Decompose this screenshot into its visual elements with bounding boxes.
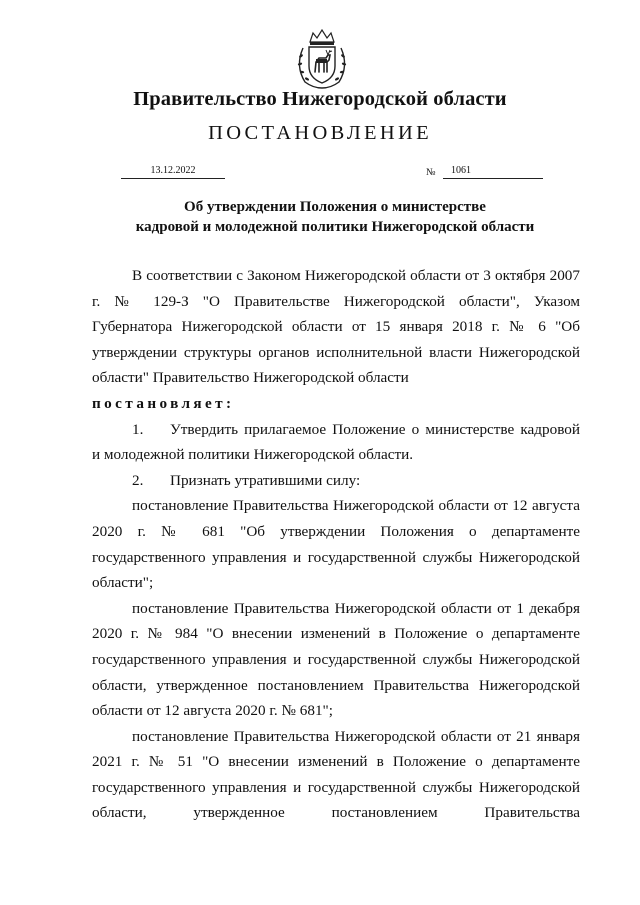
repeal-item-3: постановление Правительства Нижегородской области от 21 января 2021 г. № 51 "О внесении изменений в Положение о департаменте государственного управления и государственной службы Нижегородской области, утвержденное постановлением Правительства (92, 727, 580, 822)
repeal-item-2: постановление Правительства Нижегородской области от 1 декабря 2020 г. № 984 "О внесении изменений в Положение о департаменте государственного управления и государственной службы Нижегородской области, утвержденное постановлением Правительства Нижегородской области от 12 августа 2020 г. № 681"; (92, 599, 580, 720)
resolves-keyword: постановляет: (92, 394, 235, 412)
preamble-text: В соответствии с Законом Нижегородской области от 3 октября 2007 г. № 129-З "О Правительстве Нижегородской области", Указом Губернатора Нижегородской области от 15 января 2018 г. № 6 "Об утверждении структуры органов исполнительной власти Нижегородской области" Правительство Нижегородской области (92, 267, 580, 387)
document-number: 1061 (443, 164, 543, 179)
coat-of-arms-emblem (293, 28, 351, 90)
item-2-number: 2. (132, 471, 144, 489)
document-type-title: ПОСТАНОВЛЕНИЕ (208, 122, 432, 144)
number-sign: № (426, 167, 436, 178)
document-body (92, 263, 580, 826)
item-2-paragraph (92, 468, 580, 494)
item-2-text: Признать утратившими силу: (170, 471, 361, 489)
item-1-text: Утвердить прилагаемое Положение о министерстве кадровой и молодежной политики Нижегородской области. (92, 420, 580, 464)
repeal-item-1: постановление Правительства Нижегородской области от 12 августа 2020 г. № 681 "Об утверждении Положения о департаменте государственного управления и государственной службы Нижегородской области"; (92, 497, 580, 592)
item-1-number: 1. (132, 420, 144, 438)
document-date: 13.12.2022 (121, 164, 225, 179)
government-title: Правительство Нижегородской области (133, 88, 507, 110)
document-subject (95, 197, 575, 237)
resolves-paragraph (92, 391, 580, 417)
preamble-paragraph (92, 263, 580, 391)
item-1-paragraph (92, 417, 580, 468)
subject-line-2: кадровой и молодежной политики Нижегородской области (135, 219, 535, 235)
subject-line-1: Об утверждении Положения о министерстве (184, 199, 486, 215)
